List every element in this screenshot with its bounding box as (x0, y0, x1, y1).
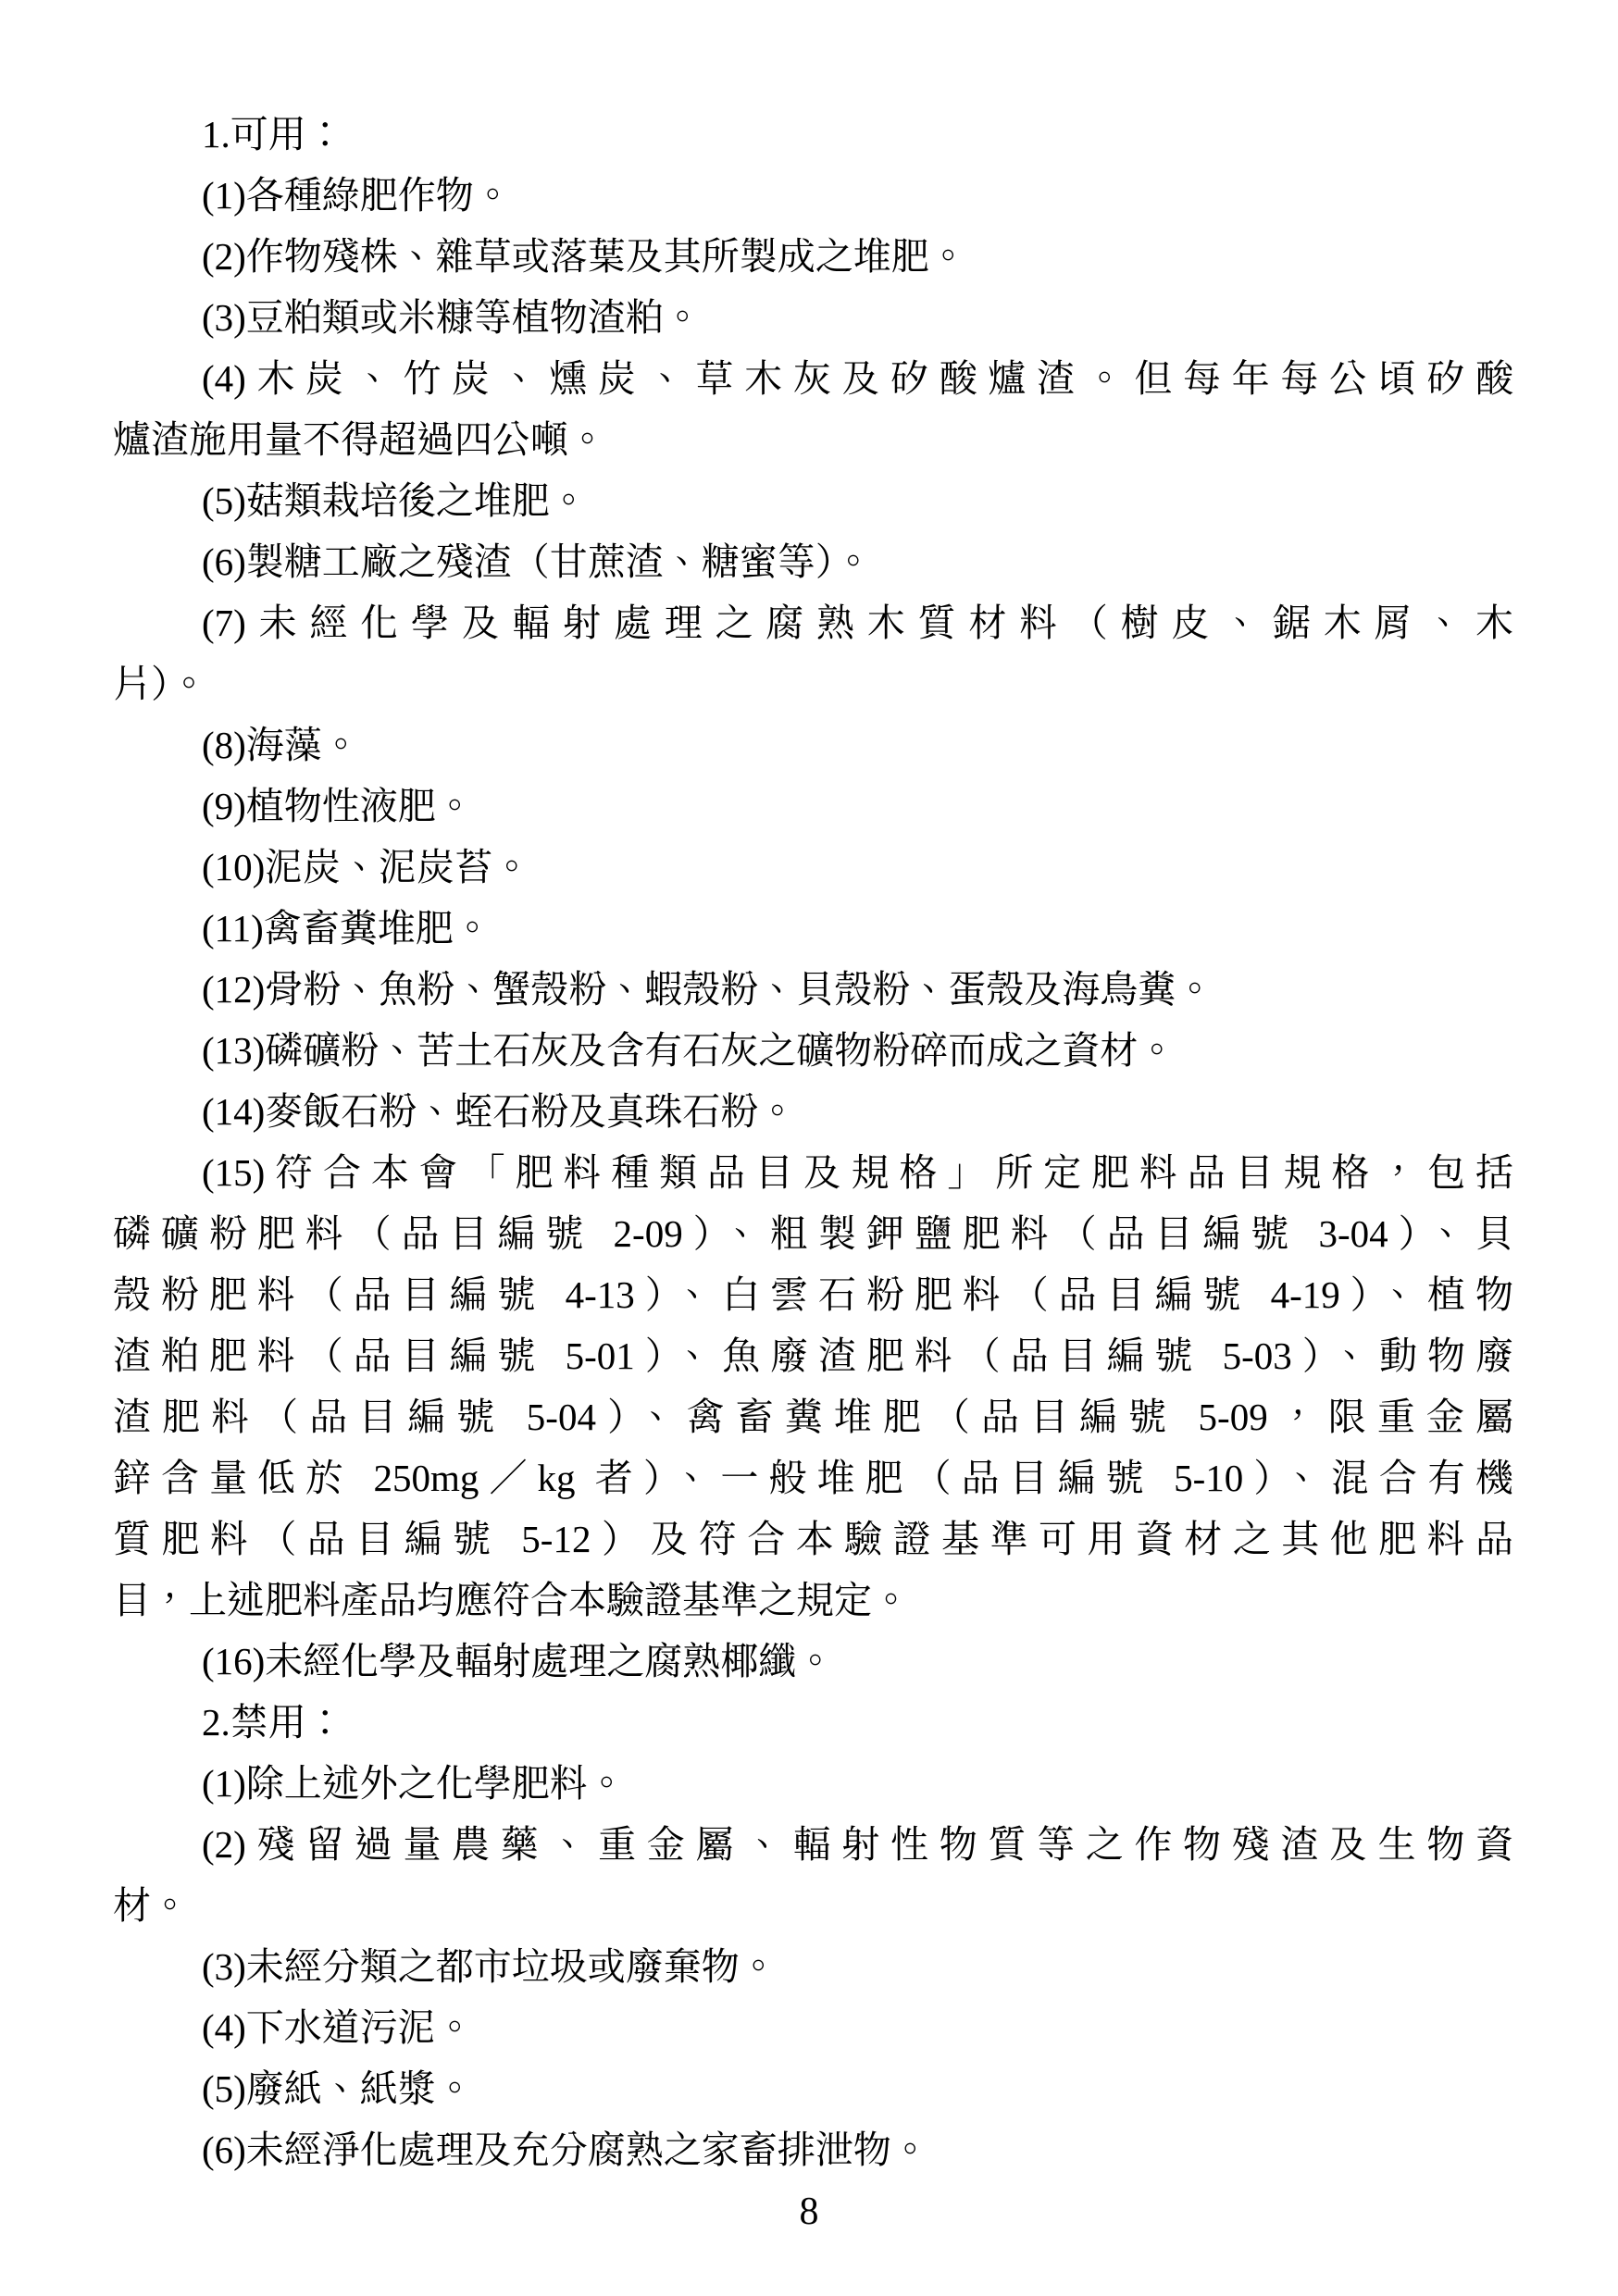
text-line: 材。 (113, 1884, 189, 1927)
text-line: (5)菇類栽培後之堆肥。 (202, 479, 588, 522)
text-line: (14)麥飯石粉、蛭石粉及真珠石粉。 (202, 1090, 797, 1133)
text-line: (2)殘留過量農藥、重金屬、輻射性物質等之作物殘渣及生物資 (202, 1823, 1513, 1866)
text-line: 質肥料（品目編號 5-12）及符合本驗證基準可用資材之其他肥料品 (113, 1518, 1513, 1560)
text-line: 片）。 (113, 663, 208, 705)
text-line: (6)未經淨化處理及充分腐熟之家畜排泄物。 (202, 2128, 929, 2171)
text-line: 鋅含量低於 250mg／kg 者）、一般堆肥（品目編號 5-10）、混合有機 (113, 1457, 1513, 1499)
text-line: (16)未經化學及輻射處理之腐熟椰纖。 (202, 1640, 835, 1682)
text-line: (10)泥炭、泥炭苔。 (202, 846, 531, 888)
page-number: 8 (799, 2191, 819, 2233)
text-line: (13)磷礦粉、苦土石灰及含有石灰之礦物粉碎而成之資材。 (202, 1029, 1176, 1072)
text-line: (2)作物殘株、雜草或落葉及其所製成之堆肥。 (202, 235, 967, 278)
text-line: 殼粉肥料（品目編號 4-13）、白雲石粉肥料（品目編號 4-19）、植物 (113, 1273, 1513, 1316)
text-line: 磷礦粉肥料（品目編號 2-09）、粗製鉀鹽肥料（品目編號 3-04）、貝 (113, 1212, 1513, 1255)
text-line: (15)符合本會「肥料種類品目及規格」所定肥料品目規格，包括 (202, 1151, 1513, 1194)
text-line: 目，上述肥料產品均應符合本驗證基準之規定。 (113, 1579, 910, 1621)
text-line: (11)禽畜糞堆肥。 (202, 907, 492, 949)
text-line: (3)未經分類之都市垃圾或廢棄物。 (202, 1945, 778, 1988)
text-line: 渣肥料（品目編號 5-04）、禽畜糞堆肥（品目編號 5-09，限重金屬 (113, 1396, 1513, 1438)
document-body (113, 104, 1513, 2180)
text-line: (1)各種綠肥作物。 (202, 174, 512, 217)
text-line: 1.可用： (202, 113, 344, 155)
text-line: (3)豆粕類或米糠等植物渣粕。 (202, 296, 702, 339)
text-line: (5)廢紙、紙漿。 (202, 2067, 474, 2110)
text-line: (8)海藻。 (202, 724, 360, 766)
text-line: (1)除上述外之化學肥料。 (202, 1762, 626, 1805)
text-line: (4)下水道污泥。 (202, 2006, 474, 2049)
text-line: 渣粕肥料（品目編號 5-01）、魚廢渣肥料（品目編號 5-03）、動物廢 (113, 1334, 1513, 1377)
text-line: 2.禁用： (202, 1701, 344, 1744)
text-line: 爐渣施用量不得超過四公噸。 (113, 418, 606, 461)
text-line: (4)木炭、竹炭、燻炭、草木灰及矽酸爐渣。但每年每公頃矽酸 (202, 357, 1513, 400)
text-line: (12)骨粉、魚粉、蟹殼粉、蝦殼粉、貝殼粉、蛋殼及海鳥糞。 (202, 968, 1214, 1011)
text-line: (7)未經化學及輻射處理之腐熟木質材料（樹皮、鋸木屑、木 (202, 602, 1513, 644)
text-line: (6)製糖工廠之殘渣（甘蔗渣、糖蜜等）。 (202, 540, 873, 583)
text-line: (9)植物性液肥。 (202, 785, 474, 827)
